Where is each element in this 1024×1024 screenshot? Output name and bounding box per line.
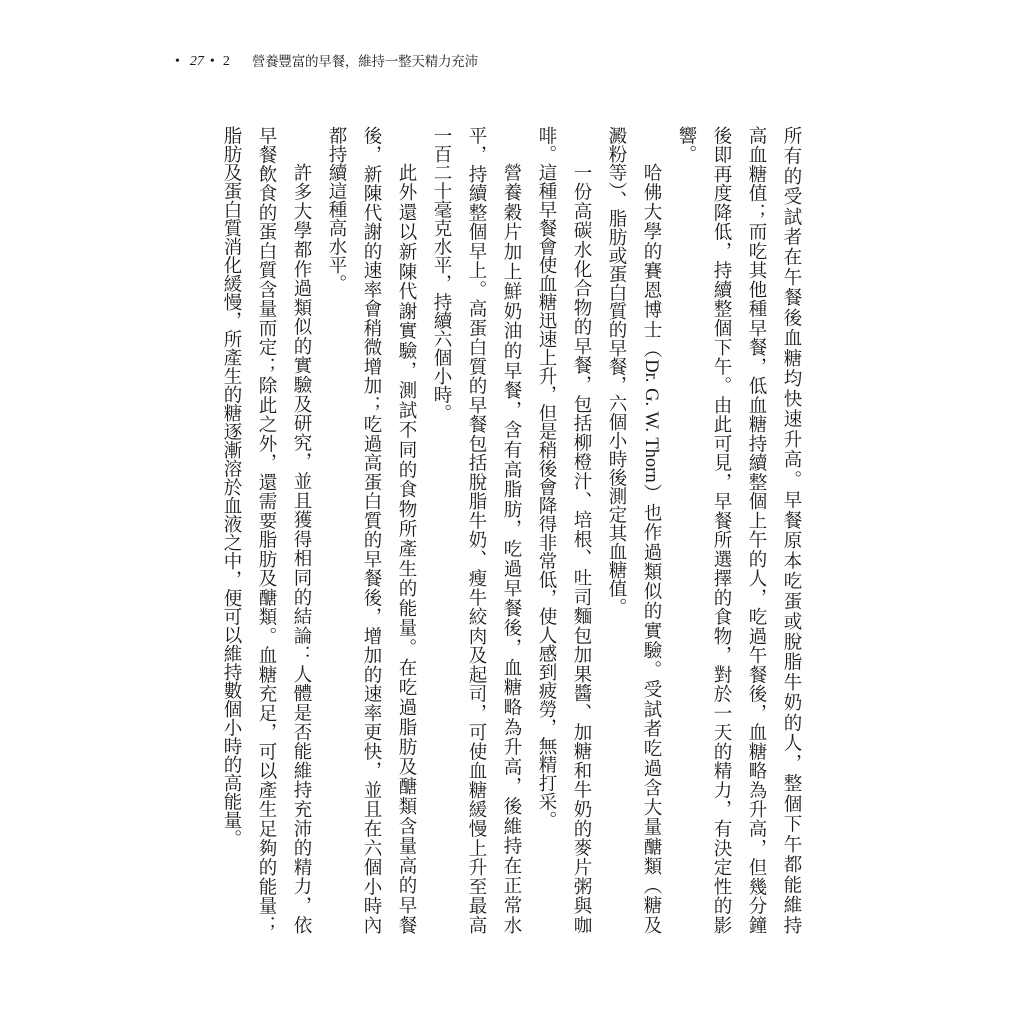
text-line: 許多大學都作過類似的實驗及研究，並且獲得相同的結論：人體是否能維持充沛的精力，依	[291, 163, 311, 934]
chapter-title: 營養豐富的早餐，維持一整天精力充沛	[251, 54, 478, 69]
text-line: 早餐飲食的蛋白質含量而定；除此之外，還需要脂肪及醣類。血糖充足，可以產生足夠的能量；	[256, 126, 276, 934]
header-separator: •	[175, 54, 180, 69]
text-line: 哈佛大學的賽恩博士（Dr. G. W. Thorn）也作過類似的實驗。受試者吃過含大量醣類（糖及	[641, 163, 661, 934]
text-line: 一份高碳水化合物的早餐，包括柳橙汁、培根、吐司麵包加果醬、加糖和牛奶的麥片粥與咖	[571, 163, 591, 934]
text-line: 平，持續整個早上。高蛋白質的早餐包括脫脂牛奶、瘦牛絞肉及起司，可使血糖緩慢上升至最高	[466, 126, 486, 934]
paragraph	[213, 126, 318, 934]
text-line: 啡。這種早餐會使血糖迅速上升，但是稍後會降得非常低，使人感到疲勞，無精打采。	[536, 126, 556, 829]
header-separator: •	[209, 54, 215, 69]
page-number: 27	[189, 54, 204, 69]
paragraph	[423, 126, 528, 934]
text-line: 所有的受試者在午餐後血糖均快速升高。早餐原本吃蛋或脫脂牛奶的人，整個下午都能維持	[781, 126, 801, 934]
text-line: 營養穀片加上鮮奶油的早餐，含有高脂肪，吃過早餐後，血糖略為升高，後維持在正常水	[501, 163, 521, 934]
paragraph	[598, 126, 668, 934]
paragraph	[528, 126, 598, 934]
text-line: 脂肪及蛋白質消化緩慢，所產生的糖逐漸溶於血液之中，便可以維持數個小時的高能量。	[221, 126, 241, 848]
text-line: 澱粉等）、脂肪或蛋白質的早餐，六個小時後測定其血糖值。	[606, 126, 626, 617]
text-line: 響。	[676, 126, 696, 163]
text-line: 一百二十毫克水平，持續六個小時。	[431, 126, 451, 422]
text-line: 此外還以新陳代謝實驗，測試不同的食物所產生的能量。在吃過脂肪及醣類含量高的早餐	[396, 163, 416, 934]
body-text	[213, 126, 808, 934]
chapter-number: 2	[222, 54, 230, 69]
text-line: 後，新陳代謝的速率會稍微增加；吃過高蛋白質的早餐後，增加的速率更快，並且在六個小時內	[361, 126, 381, 934]
text-line: 都持續這種高水平。	[326, 126, 346, 293]
paragraph	[318, 126, 423, 934]
text-line: 後即再度降低，持續整個下午。由此可見，早餐所選擇的食物，對於一天的精力，有決定性的影	[711, 126, 731, 934]
running-header	[175, 53, 478, 71]
text-line: 高血糖值；而吃其他種早餐，低血糖持續整個上午的人，吃過午餐後，血糖略為升高，但幾分鐘	[746, 126, 766, 934]
paragraph	[668, 126, 808, 934]
